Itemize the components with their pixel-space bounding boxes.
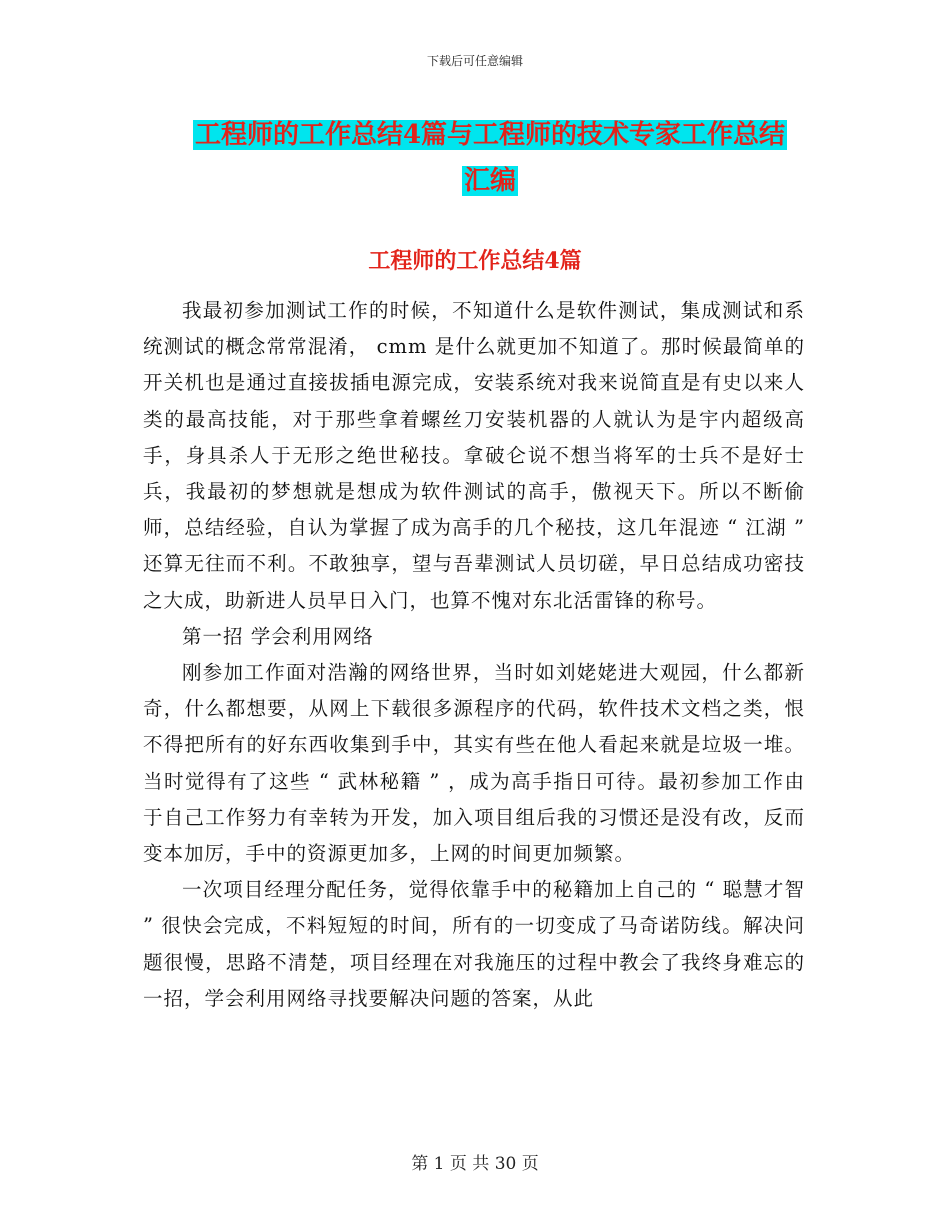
document-title-line-2: 汇编 bbox=[463, 166, 516, 196]
body-text bbox=[143, 293, 805, 1017]
section-title: 工程师的工作总结4篇 bbox=[368, 248, 582, 274]
paragraph: 一次项目经理分配任务，觉得依靠手中的秘籍加上自己的 “ 聪慧才智 ” 很快会完成，不料短短的时间，所有的一切变成了马奇诺防线。解决问题很慢，思路不清楚，项目经理在对我施压的过程中教会了我终身难忘的一招，学会利用网络寻找要解决问题的答案，从此 bbox=[143, 878, 805, 1010]
page-header: 下载后可任意编辑 bbox=[426, 54, 523, 68]
paragraph: 我最初参加测试工作的时候，不知道什么是软件测试，集成测试和系统测试的概念常常混淆， cmm 是什么就更加不知道了。那时候最简单的开关机也是通过直接拔插电源完成，安装系统对我来说简直是有史以来人类的最高技能，对于那些拿着螺丝刀安装机器的人就认为是宇内超级高手，身具杀人于无形之绝世秘技。拿破仑说不想当将军的士兵不是好士兵，我最初的梦想就是想成为软件测试的高手，傲视天下。所以不断偷师，总结经验，自认为掌握了成为高手的几个秘技，这几年混迹 “ 江湖 ” 还算无往而不利。不敢独享，望与吾辈测试人员切磋，早日总结成功密技之大成，助新进人员早日入门，也算不愧对东北活雷锋的称号。 bbox=[143, 299, 805, 612]
page-number: 第 1 页 共 30 页 bbox=[411, 1154, 539, 1174]
section-heading: 第一招 学会利用网络 bbox=[182, 624, 374, 648]
document-title bbox=[140, 112, 840, 204]
paragraph: 刚参加工作面对浩瀚的网络世界，当时如刘姥姥进大观园，什么都新奇，什么都想要，从网上下载很多源程序的代码，软件技术文档之类，恨不得把所有的好东西收集到手中，其实有些在他人看起来就是垃圾一堆。当时觉得有了这些 “ 武林秘籍 ” ，成为高手指日可待。最初参加工作由于自己工作努力有幸转为开发，加入项目组后我的习惯还是没有改，反而变本加厉，手中的资源更加多，上网的时间更加频繁。 bbox=[143, 661, 805, 866]
document-title-line-1: 工程师的工作总结4篇与工程师的技术专家工作总结 bbox=[194, 120, 786, 150]
